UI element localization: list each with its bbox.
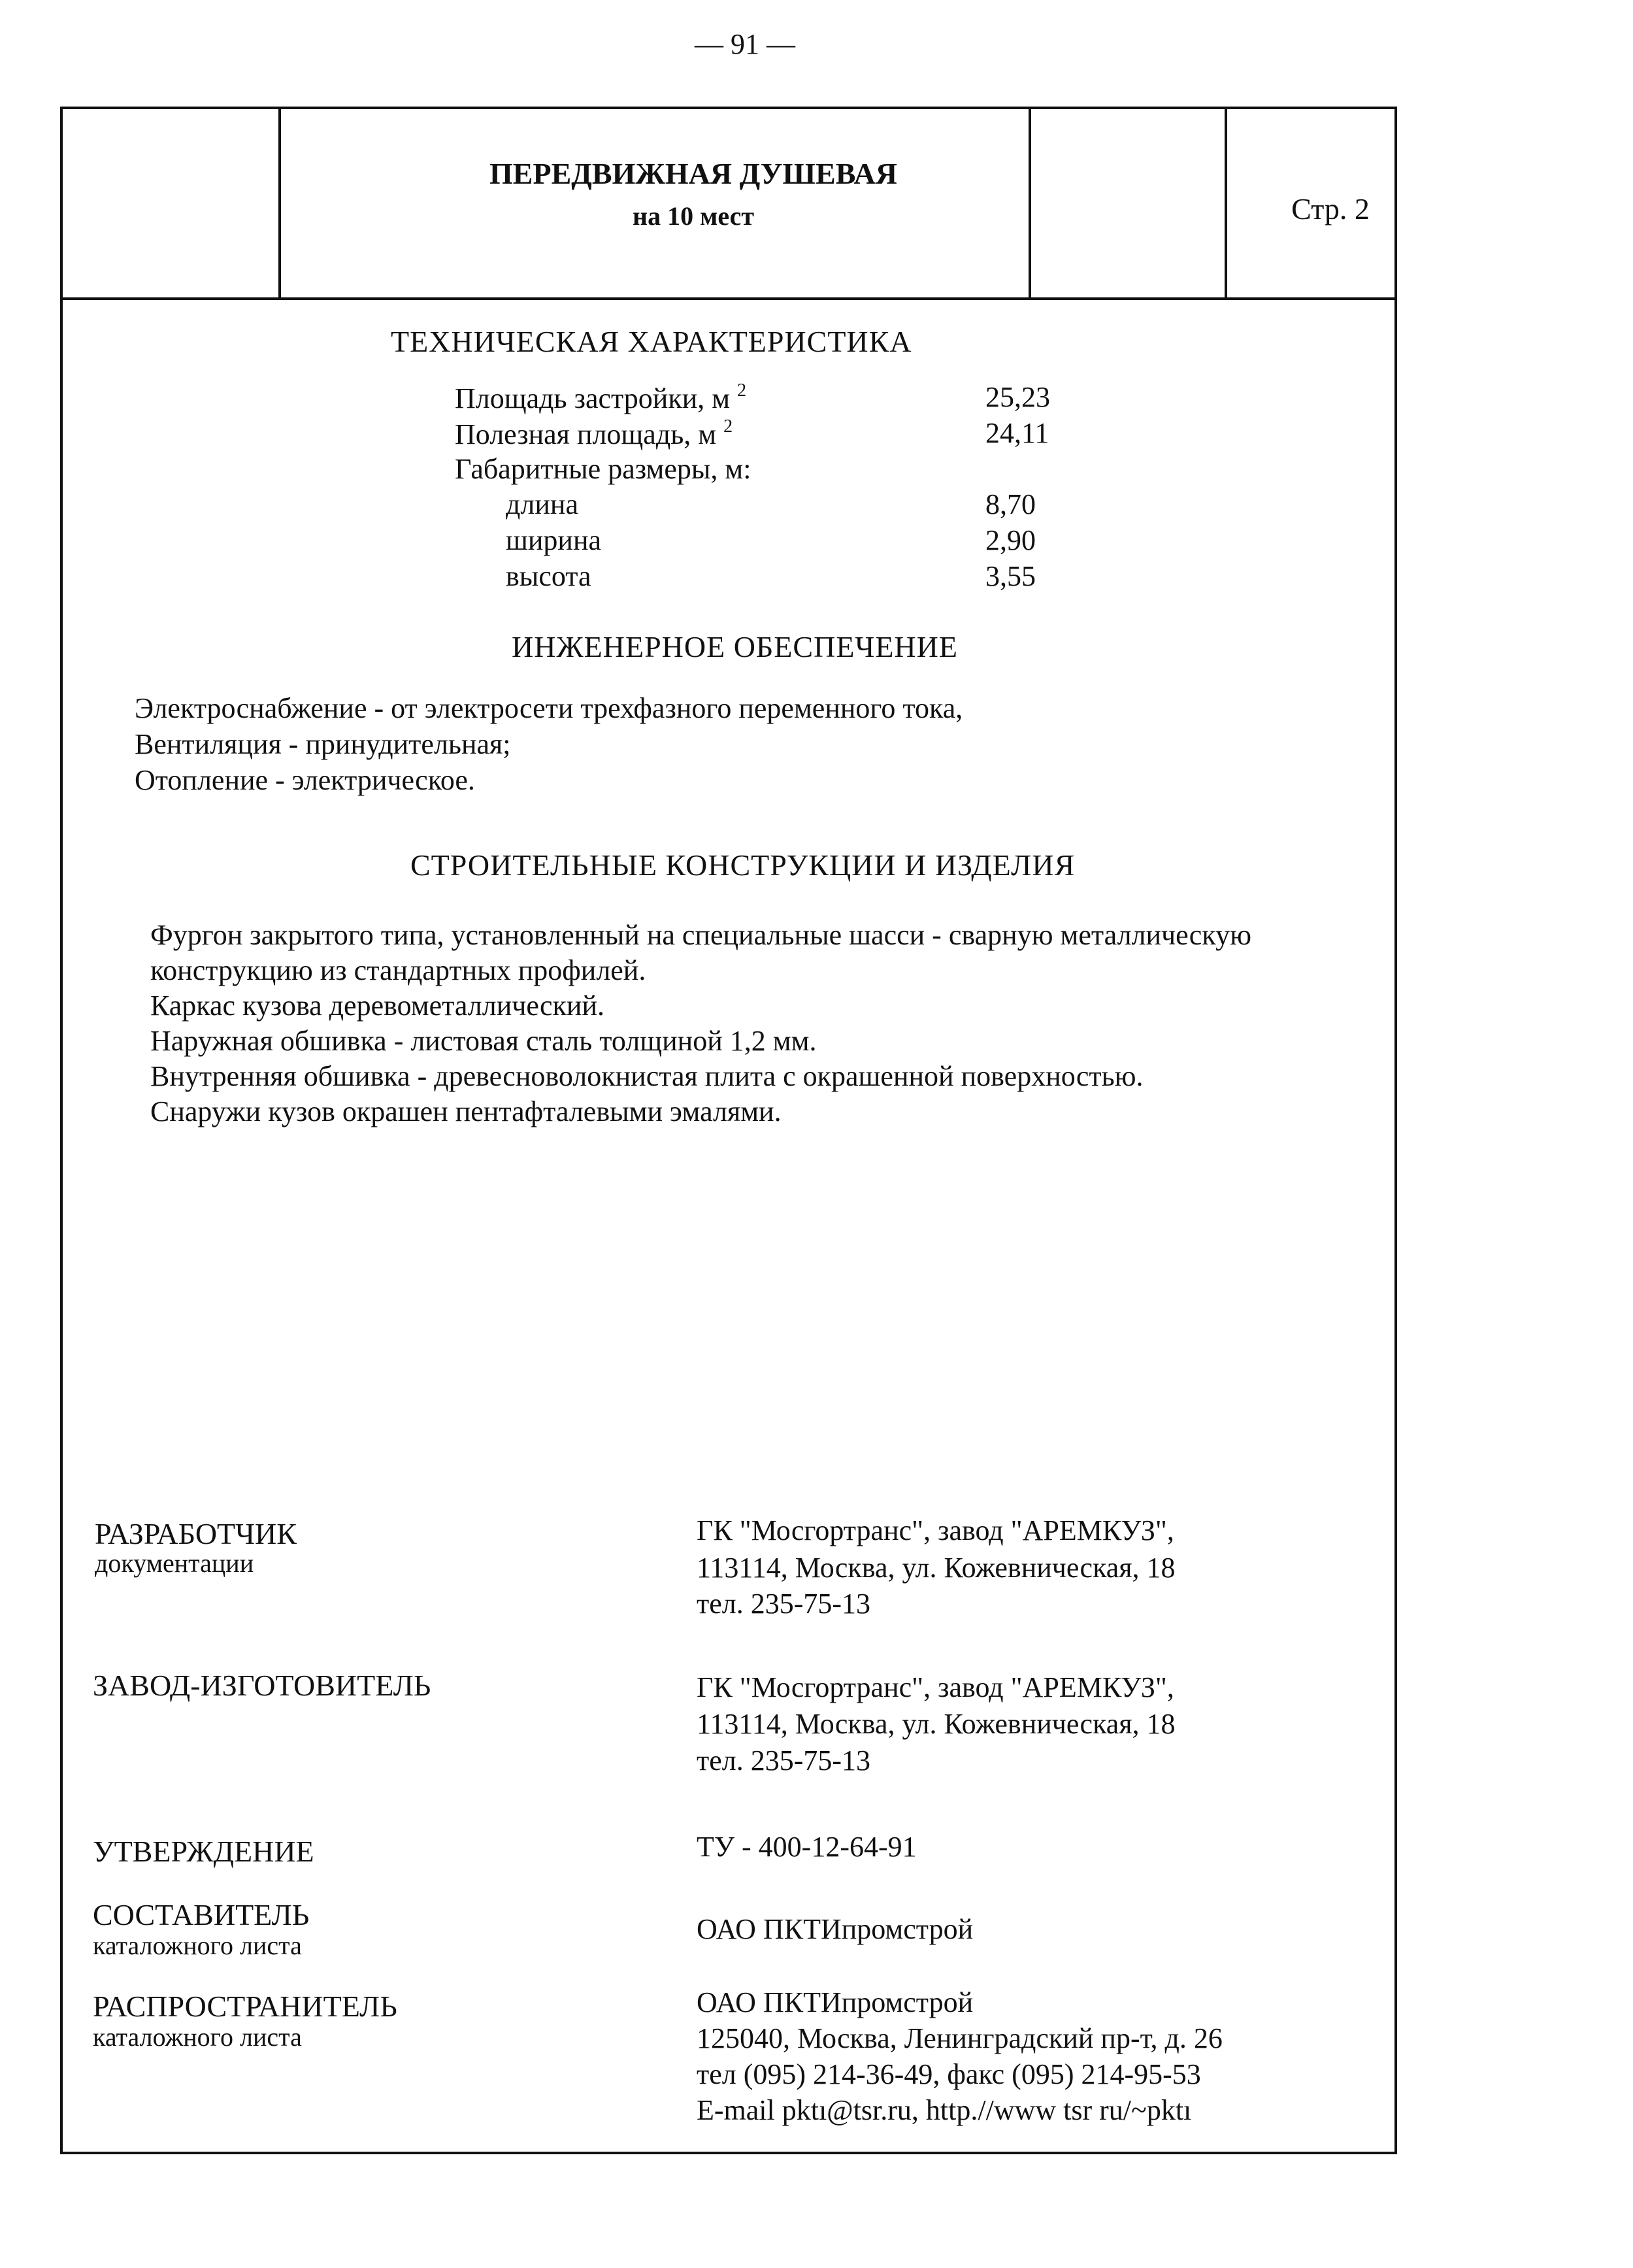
construction-line: Внутренняя обшивка - древесноволокнистая плита с окрашенной поверхностью. [150,1060,1144,1092]
spec-label-width: ширина [506,524,602,556]
manufacturer-label: ЗАВОД-ИЗГОТОВИТЕЛЬ [93,1669,431,1702]
construction-line: Каркас кузова деревометаллический. [150,990,605,1022]
spec-value-build-area: 25,23 [985,381,1050,413]
document-title: ПЕРЕДВИЖНАЯ ДУШЕВАЯ [489,157,897,190]
construction-line: Снаружи кузов окрашен пентафталевыми эмалями. [150,1095,782,1127]
manufacturer-info: 113114, Москва, ул. Кожевническая, 18 [697,1708,1176,1740]
spec-label-length: длина [506,488,578,520]
spec-label-dimensions: Габаритные размеры, м: [455,453,751,485]
manufacturer-info: ГК "Мосгортранс", завод "АРЕМКУЗ", [697,1671,1174,1703]
distributor-label: РАСПРОСТРАНИТЕЛЬ [93,1990,397,2023]
developer-info: тел. 235-75-13 [697,1588,871,1620]
distributor-info: ОАО ПКТИпромстрой [697,1986,974,2018]
page-number: — 91 — [695,28,795,60]
approval-value: ТУ - 400-12-64-91 [697,1831,917,1863]
sheet-number: Стр. 2 [1291,192,1370,225]
construction-line: Фургон закрытого типа, установленный на специальные шасси - сварную металлическую [150,919,1251,951]
stamp-divider [278,109,281,297]
engineering-heading: ИНЖЕНЕРНОЕ ОБЕСПЕЧЕНИЕ [512,630,958,663]
spec-label-height: высота [506,560,591,592]
developer-info: 113114, Москва, ул. Кожевническая, 18 [697,1552,1176,1584]
compiler-sublabel: каталожного листа [93,1931,302,1960]
compiler-value: ОАО ПКТИпромстрой [697,1913,974,1945]
header-stamp [63,109,1394,300]
distributor-info: E-mail pktı@tsr.ru, http.//www tsr ru/~pktı [697,2094,1192,2126]
manufacturer-info: тел. 235-75-13 [697,1744,871,1776]
developer-info: ГК "Мосгортранс", завод "АРЕМКУЗ", [697,1514,1174,1546]
distributor-sublabel: каталожного листа [93,2022,302,2052]
spec-value-width: 2,90 [985,524,1036,556]
engineering-line: Электроснабжение - от электросети трехфазного переменного тока, [135,692,963,724]
tech-spec-heading: ТЕХНИЧЕСКАЯ ХАРАКТЕРИСТИКА [391,325,912,358]
construction-line: конструкцию из стандартных профилей. [150,954,646,986]
spec-label-build-area: Площадь застройки, м $^2$ [455,380,747,414]
distributor-info: 125040, Москва, Ленинградский пр-т, д. 26 [697,2022,1223,2054]
engineering-line: Отопление - электрическое. [135,764,475,796]
spec-value-useful-area: 24,11 [985,417,1049,449]
spec-value-height: 3,55 [985,560,1036,592]
spec-label-useful-area: Полезная площадь, м $^2$ [455,416,733,450]
engineering-line: Вентиляция - принудительная; [135,728,511,760]
spec-value-length: 8,70 [985,488,1036,520]
compiler-label: СОСТАВИТЕЛЬ [93,1898,310,1931]
stamp-divider [1225,109,1227,297]
construction-line: Наружная обшивка - листовая сталь толщиной 1,2 мм. [150,1025,817,1057]
distributor-info: тел (095) 214-36-49, факс (095) 214-95-53 [697,2058,1201,2090]
approval-label: УТВЕРЖДЕНИЕ [93,1835,314,1868]
developer-sublabel: документации [95,1548,254,1578]
developer-label: РАЗРАБОТЧИК [95,1517,297,1550]
document-subtitle: на 10 мест [633,201,754,231]
construction-heading: СТРОИТЕЛЬНЫЕ КОНСТРУКЦИИ И ИЗДЕЛИЯ [410,848,1076,882]
